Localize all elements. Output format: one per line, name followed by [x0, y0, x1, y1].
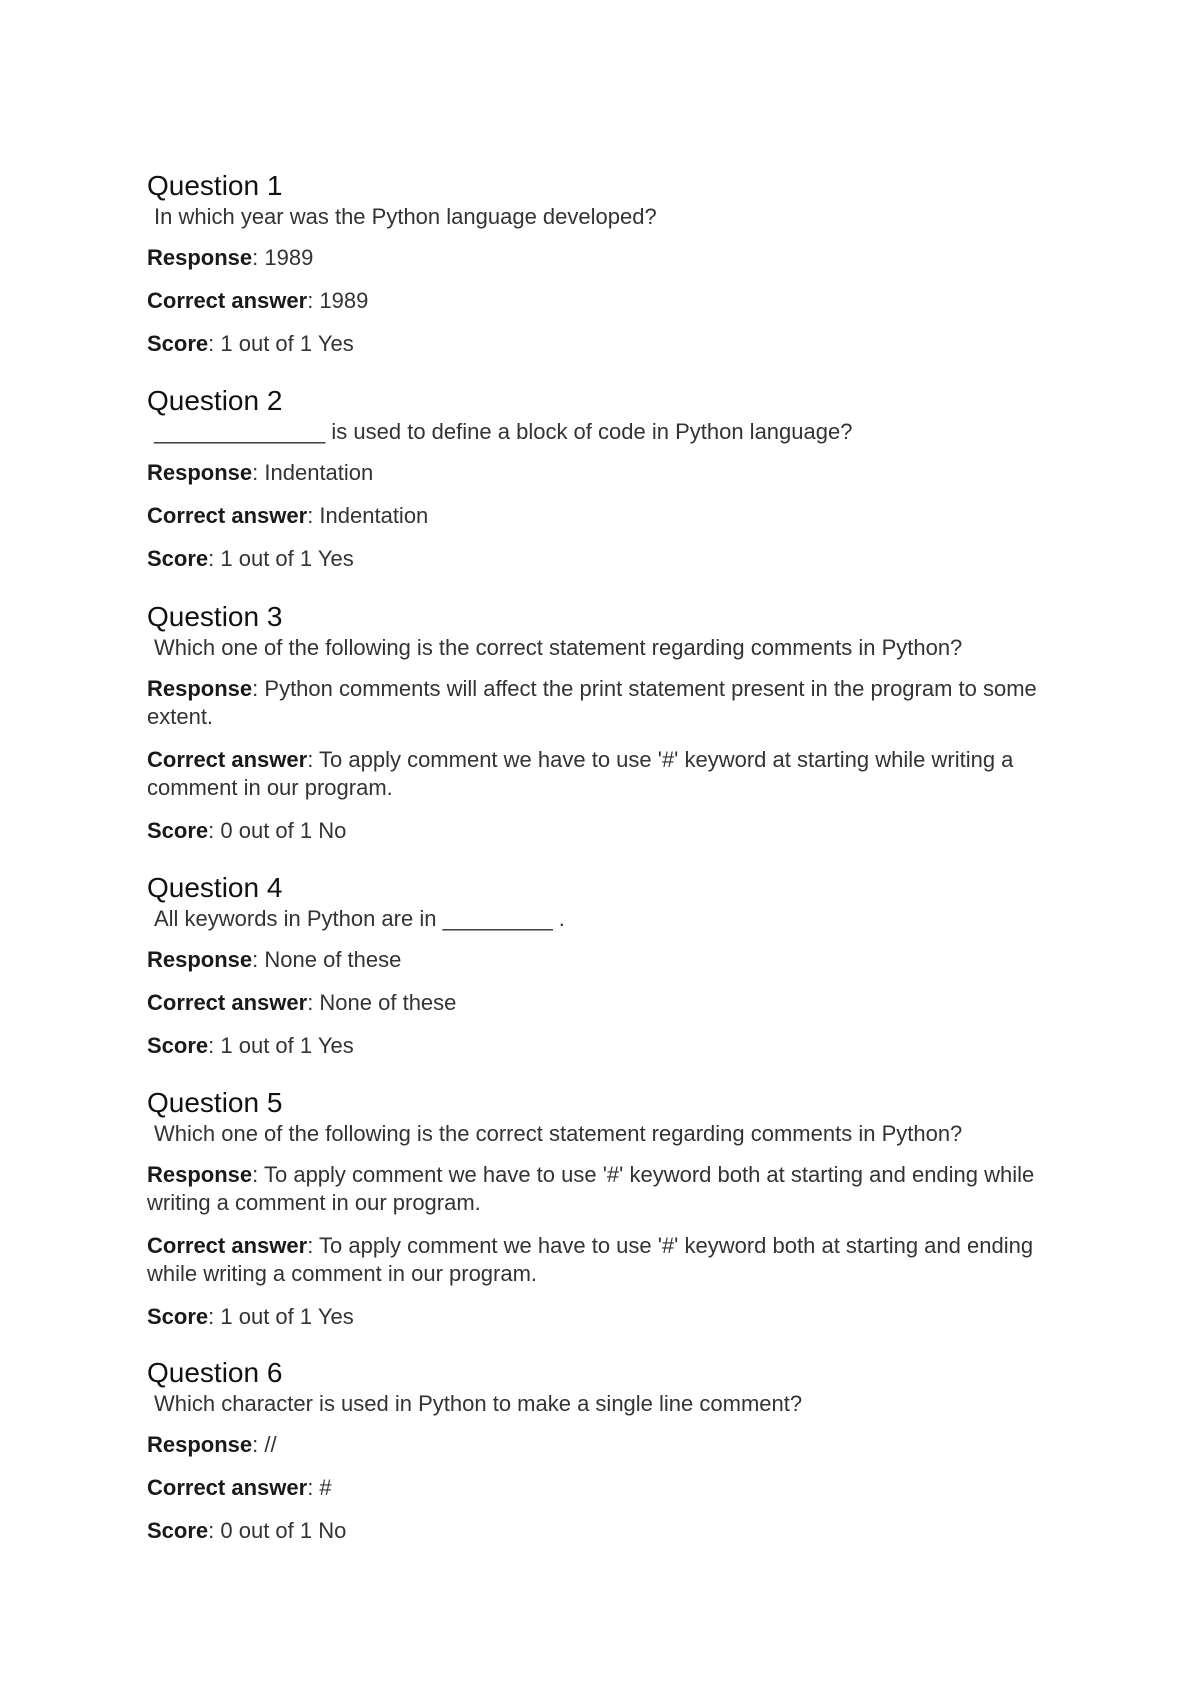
- response-label: Response: [147, 245, 253, 270]
- correct-answer-row: Correct answer: #: [147, 1475, 332, 1500]
- correct-answer-label: Correct answer: [147, 1475, 308, 1500]
- correct-answer-row: Correct answer: None of these: [147, 990, 457, 1015]
- question-title: Question 1: [147, 170, 283, 201]
- response-value: None of these: [264, 947, 402, 972]
- score-value: 1 out of 1 Yes: [220, 546, 354, 571]
- question-title: Question 2: [147, 385, 283, 416]
- question-text: Which one of the following is the correct statement regarding comments in Python?: [154, 1121, 963, 1146]
- correct-answer-row: Correct answer: 1989: [147, 288, 369, 313]
- question-title: Question 3: [147, 601, 283, 632]
- question-block: [147, 170, 1067, 373]
- score-value: 1 out of 1 Yes: [220, 331, 354, 356]
- question-block: [147, 872, 1067, 1075]
- score-row: Score: 1 out of 1 Yes: [147, 331, 354, 356]
- question-title: Question 4: [147, 872, 283, 903]
- question-text: ______________ is used to define a block of code in Python language?: [154, 419, 853, 444]
- score-label: Score: [147, 1304, 209, 1329]
- question-block: [147, 385, 1067, 588]
- response-row: Response: //: [147, 1432, 277, 1457]
- correct-answer-label: Correct answer: [147, 1233, 308, 1258]
- score-row: Score: 1 out of 1 Yes: [147, 1033, 354, 1058]
- response-row: Response: To apply comment we have to use '#' keyword both at starting and ending while writing a comment in our program.: [147, 1162, 1035, 1215]
- response-row: Response: 1989: [147, 245, 314, 270]
- question-text: All keywords in Python are in _________ .: [154, 906, 565, 931]
- question-title: Question 5: [147, 1087, 283, 1118]
- response-label: Response: [147, 1162, 253, 1187]
- correct-answer-value: 1989: [319, 288, 369, 313]
- score-label: Score: [147, 546, 209, 571]
- question-text: In which year was the Python language developed?: [154, 204, 657, 229]
- correct-answer-row: Correct answer: Indentation: [147, 503, 429, 528]
- score-value: 1 out of 1 Yes: [220, 1304, 354, 1329]
- correct-answer-label: Correct answer: [147, 990, 308, 1015]
- response-label: Response: [147, 460, 253, 485]
- score-row: Score: 0 out of 1 No: [147, 1518, 347, 1543]
- question-block: [147, 1087, 1067, 1346]
- question-title: Question 6: [147, 1357, 283, 1388]
- question-text: Which character is used in Python to make a single line comment?: [154, 1391, 803, 1416]
- score-row: Score: 1 out of 1 Yes: [147, 1304, 354, 1329]
- score-value: 0 out of 1 No: [220, 818, 347, 843]
- response-label: Response: [147, 676, 253, 701]
- question-block: [147, 1357, 1067, 1560]
- question-text: Which one of the following is the correct statement regarding comments in Python?: [154, 635, 963, 660]
- score-value: 1 out of 1 Yes: [220, 1033, 354, 1058]
- correct-answer-label: Correct answer: [147, 288, 308, 313]
- response-row: Response: Indentation: [147, 460, 374, 485]
- correct-answer-label: Correct answer: [147, 503, 308, 528]
- score-row: Score: 0 out of 1 No: [147, 818, 347, 843]
- response-row: Response: Python comments will affect the print statement present in the program to some extent.: [147, 676, 1037, 729]
- correct-answer-row: Correct answer: To apply comment we have to use '#' keyword at starting while writing a comment in our program.: [147, 747, 1014, 800]
- response-label: Response: [147, 1432, 253, 1457]
- correct-answer-value: Indentation: [319, 503, 429, 528]
- correct-answer-row: Correct answer: To apply comment we have to use '#' keyword both at starting and ending while writing a comment in our program.: [147, 1233, 1034, 1286]
- response-row: Response: None of these: [147, 947, 402, 972]
- correct-answer-value: To apply comment we have to use '#' keyword at starting while writing a comment in our program.: [147, 747, 1014, 800]
- response-value: Indentation: [264, 460, 374, 485]
- score-label: Score: [147, 331, 209, 356]
- correct-answer-value: None of these: [319, 990, 457, 1015]
- score-label: Score: [147, 1518, 209, 1543]
- correct-answer-label: Correct answer: [147, 747, 308, 772]
- question-block: [147, 601, 1067, 860]
- score-row: Score: 1 out of 1 Yes: [147, 546, 354, 571]
- correct-answer-value: To apply comment we have to use '#' keyword both at starting and ending while writing a comment in our program.: [147, 1233, 1034, 1286]
- score-label: Score: [147, 1033, 209, 1058]
- score-value: 0 out of 1 No: [220, 1518, 347, 1543]
- response-value: //: [264, 1432, 277, 1457]
- score-label: Score: [147, 818, 209, 843]
- response-value: 1989: [264, 245, 314, 270]
- response-label: Response: [147, 947, 253, 972]
- response-value: Python comments will affect the print statement present in the program to some extent.: [147, 676, 1037, 729]
- correct-answer-value: #: [319, 1475, 332, 1500]
- response-value: To apply comment we have to use '#' keyword both at starting and ending while writing a comment in our program.: [147, 1162, 1035, 1215]
